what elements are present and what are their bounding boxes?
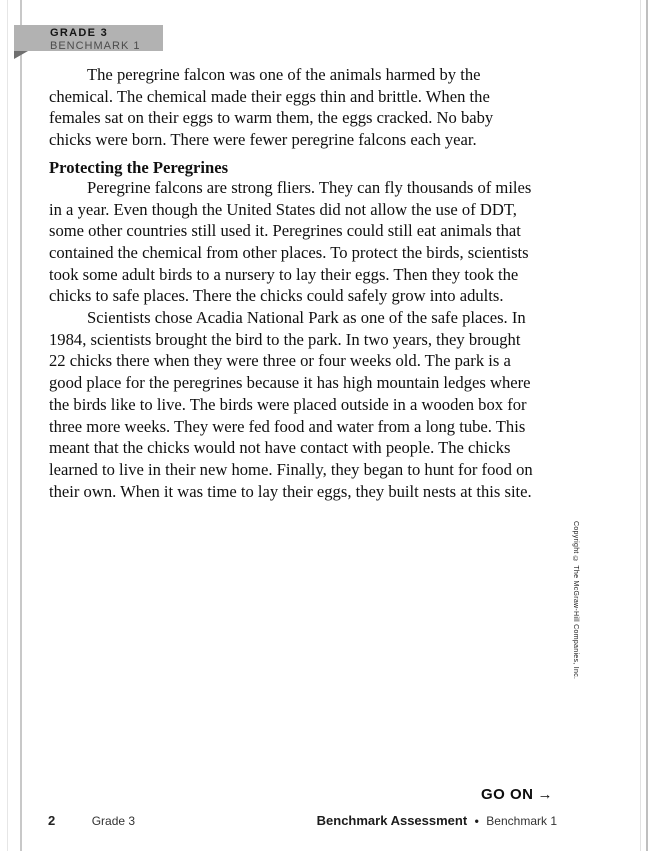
passage-paragraph-3: Scientists chose Acadia National Park as one of the safe places. In 1984, scientists brought the bird to the park. In two years, they brought 22 chicks there when they were three or four weeks old. The park is a good place for the peregrines because it has high mountain ledges where the birds like to live. The birds were placed outside in a wooden box for three more weeks. They were fed food and water from a long tube. This meant that the chicks would not have contact with people. The chicks learned to live in their new home. Finally, they began to hunt for food on their own. When it was time to lay their eggs, they built nests at this site. <box>49 308 533 501</box>
footer-assessment-title: Benchmark Assessment <box>316 813 468 828</box>
section-heading: Protecting the Peregrines <box>49 157 229 177</box>
footer-left-group <box>48 812 135 830</box>
footer-benchmark-label: Benchmark 1 <box>486 814 557 828</box>
reading-passage <box>49 64 533 502</box>
page-footer <box>48 812 557 830</box>
tab-grade-label: GRADE 3 <box>50 27 108 39</box>
passage-paragraph-1: The peregrine falcon was one of the animals harmed by the chemical. The chemical made their eggs thin and brittle. When the females sat on their eggs to warm them, the eggs cracked. No baby chicks were born. There were fewer peregrine falcons each year. <box>49 65 494 150</box>
footer-right-group <box>317 812 557 830</box>
grade-benchmark-tab <box>14 25 163 51</box>
copyright-sidebar: Copyright © The McGraw-Hill Companies, Inc. <box>572 521 579 680</box>
tab-fold <box>14 51 28 59</box>
go-on-label: GO ON <box>480 786 534 803</box>
page-number: 2 <box>48 813 56 828</box>
page-right-inner-line <box>640 0 641 851</box>
page-spine-line <box>20 0 22 851</box>
footer-grade-label: Grade 3 <box>91 814 136 828</box>
tab-benchmark-label: BENCHMARK 1 <box>50 40 141 52</box>
right-arrow-icon: → <box>537 786 553 803</box>
page-right-edge-line <box>646 0 648 851</box>
page-left-edge-line <box>7 0 8 851</box>
footer-separator: • <box>474 814 479 828</box>
go-on-indicator <box>481 786 553 803</box>
passage-paragraph-2: Peregrine falcons are strong fliers. They can fly thousands of miles in a year. Even though the United States did not allow the use of DDT, some other countries still used it. Peregrines could still eat animals that contained the chemical from other places. To protect the birds, scientists took some adult birds to a nursery to lay their eggs. Then they took the chicks to safe places. There the chicks could safely grow into adults. <box>49 177 532 306</box>
